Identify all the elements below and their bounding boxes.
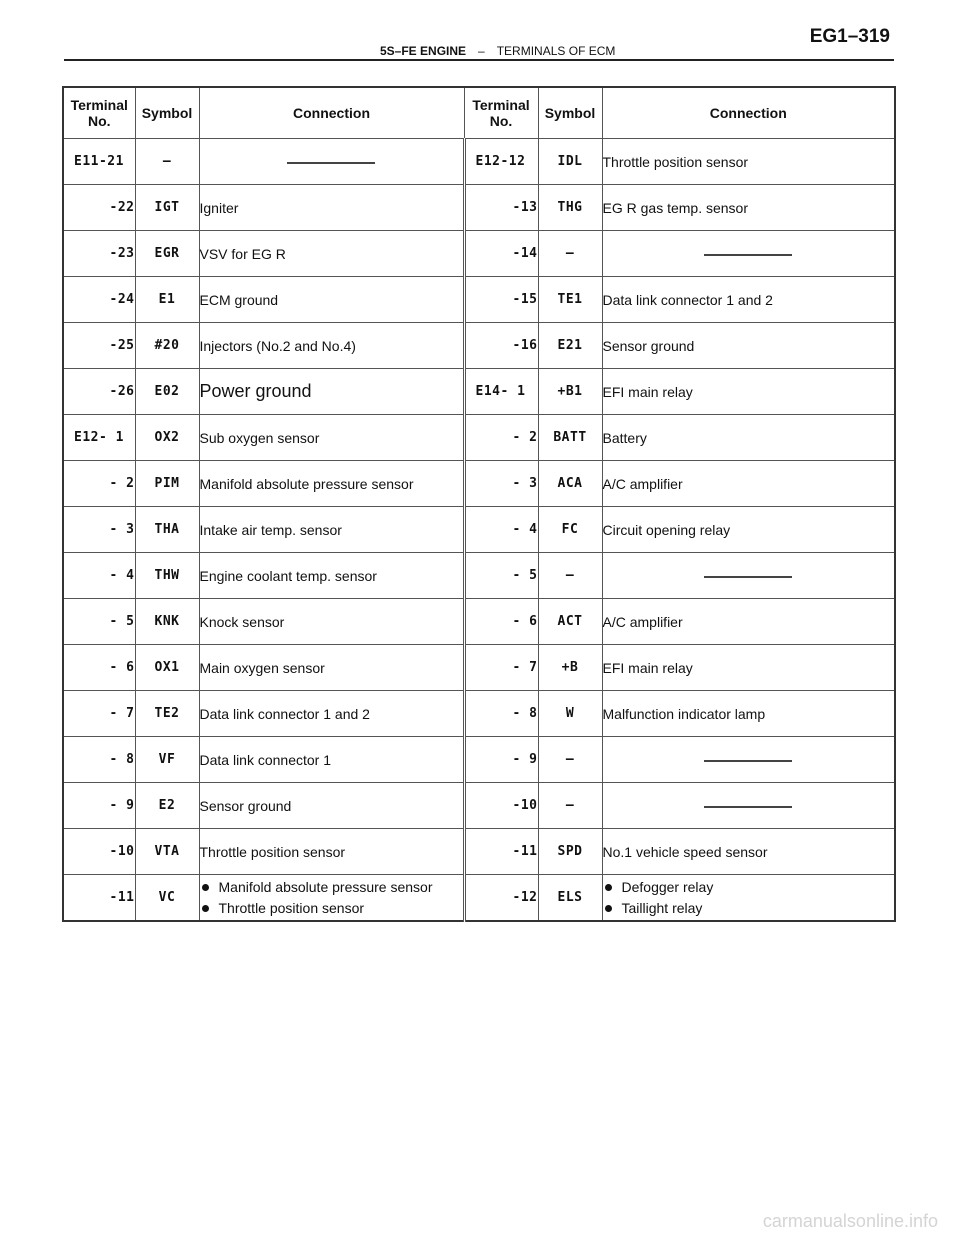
table-body — [63, 139, 895, 922]
table-row — [63, 829, 895, 875]
terminal-right: - 2 — [464, 415, 538, 461]
page-header — [64, 22, 894, 60]
table-row — [63, 139, 895, 185]
connection-right: EFI main relay — [602, 645, 895, 691]
symbol-left: EGR — [135, 231, 199, 277]
connection-right — [602, 553, 895, 599]
symbol-left: VF — [135, 737, 199, 783]
connection-right — [602, 231, 895, 277]
table-row — [63, 415, 895, 461]
terminal-left: E11-21 — [63, 139, 135, 185]
table-header-row — [63, 87, 895, 139]
symbol-right: TE1 — [538, 277, 602, 323]
bullet-icon — [605, 905, 612, 912]
table-row — [63, 369, 895, 415]
connection-left: Manifold absolute pressure sensor — [199, 461, 464, 507]
connection-right: A/C amplifier — [602, 599, 895, 645]
page-number: EG1–319 — [809, 26, 890, 47]
header-section-title — [380, 44, 615, 58]
terminal-right: - 5 — [464, 553, 538, 599]
header-rule — [64, 59, 894, 61]
blank-line — [704, 254, 792, 256]
table-row — [63, 277, 895, 323]
terminal-right: -15 — [464, 277, 538, 323]
terminal-left: -23 — [63, 231, 135, 277]
symbol-left: TE2 — [135, 691, 199, 737]
terminal-right: E12-12 — [464, 139, 538, 185]
symbol-right: – — [538, 737, 602, 783]
connection-left: VSV for EG R — [199, 231, 464, 277]
bullet-item: Defogger relay — [603, 877, 895, 898]
header-section: TERMINALS OF ECM — [496, 44, 616, 58]
connection-right: EFI main relay — [602, 369, 895, 415]
terminal-right: - 9 — [464, 737, 538, 783]
table-row — [63, 461, 895, 507]
bullet-icon — [202, 905, 209, 912]
terminal-right: - 6 — [464, 599, 538, 645]
connection-right: No.1 vehicle speed sensor — [602, 829, 895, 875]
table-row — [63, 645, 895, 691]
connection-right: Sensor ground — [602, 323, 895, 369]
connection-left — [199, 875, 464, 922]
terminal-right: -14 — [464, 231, 538, 277]
terminal-right: -13 — [464, 185, 538, 231]
symbol-left: KNK — [135, 599, 199, 645]
connection-right: Battery — [602, 415, 895, 461]
symbol-left: VC — [135, 875, 199, 922]
terminal-right: - 4 — [464, 507, 538, 553]
symbol-right: IDL — [538, 139, 602, 185]
table-row — [63, 691, 895, 737]
terminal-right: -11 — [464, 829, 538, 875]
table-row — [63, 737, 895, 783]
terminal-left: -11 — [63, 875, 135, 922]
terminal-left: - 6 — [63, 645, 135, 691]
terminal-right: -10 — [464, 783, 538, 829]
symbol-left: VTA — [135, 829, 199, 875]
col-connection: Connection — [199, 87, 464, 139]
terminal-left: -22 — [63, 185, 135, 231]
col-terminal-no-right: Terminal No. — [464, 87, 538, 139]
terminal-left: - 9 — [63, 783, 135, 829]
terminal-left: -10 — [63, 829, 135, 875]
symbol-left: IGT — [135, 185, 199, 231]
symbol-left: PIM — [135, 461, 199, 507]
connection-right: EG R gas temp. sensor — [602, 185, 895, 231]
symbol-right: – — [538, 231, 602, 277]
blank-line — [704, 576, 792, 578]
symbol-right: SPD — [538, 829, 602, 875]
terminal-left: -24 — [63, 277, 135, 323]
ecm-terminal-table — [62, 86, 896, 922]
symbol-left: THA — [135, 507, 199, 553]
table-row — [63, 599, 895, 645]
terminal-right: -16 — [464, 323, 538, 369]
terminal-left: - 8 — [63, 737, 135, 783]
symbol-right: ELS — [538, 875, 602, 922]
blank-line — [287, 162, 375, 164]
blank-line — [704, 760, 792, 762]
col-connection-right: Connection — [602, 87, 895, 139]
blank-line — [704, 806, 792, 808]
connection-left: Sub oxygen sensor — [199, 415, 464, 461]
table-row — [63, 783, 895, 829]
header-separator: – — [478, 44, 485, 58]
table-row — [63, 507, 895, 553]
connection-right — [602, 875, 895, 922]
terminal-right: -12 — [464, 875, 538, 922]
symbol-left: – — [135, 139, 199, 185]
col-terminal-no: Terminal No. — [63, 87, 135, 139]
connection-left: ECM ground — [199, 277, 464, 323]
connection-left: Data link connector 1 — [199, 737, 464, 783]
connection-left: Igniter — [199, 185, 464, 231]
symbol-right: BATT — [538, 415, 602, 461]
terminal-left: - 3 — [63, 507, 135, 553]
connection-left: Data link connector 1 and 2 — [199, 691, 464, 737]
watermark: carmanualsonline.info — [762, 1211, 938, 1231]
symbol-left: E1 — [135, 277, 199, 323]
symbol-left: #20 — [135, 323, 199, 369]
connection-right: Throttle position sensor — [602, 139, 895, 185]
bullet-item: Taillight relay — [603, 898, 895, 919]
bullet-icon — [202, 884, 209, 891]
bullet-item: Throttle position sensor — [200, 898, 463, 919]
connection-right: Malfunction indicator lamp — [602, 691, 895, 737]
connection-left — [199, 139, 464, 185]
terminal-right: - 3 — [464, 461, 538, 507]
col-symbol-right: Symbol — [538, 87, 602, 139]
terminal-left: - 2 — [63, 461, 135, 507]
table-row — [63, 231, 895, 277]
connection-right: Data link connector 1 and 2 — [602, 277, 895, 323]
symbol-right: – — [538, 783, 602, 829]
terminal-right: E14- 1 — [464, 369, 538, 415]
symbol-left: OX2 — [135, 415, 199, 461]
header-engine: 5S–FE ENGINE — [380, 44, 467, 58]
connection-left: Throttle position sensor — [199, 829, 464, 875]
connection-right — [602, 783, 895, 829]
connection-left: Engine coolant temp. sensor — [199, 553, 464, 599]
terminal-left: -26 — [63, 369, 135, 415]
terminal-left: - 4 — [63, 553, 135, 599]
connection-left: Intake air temp. sensor — [199, 507, 464, 553]
connection-right — [602, 737, 895, 783]
connection-left: Sensor ground — [199, 783, 464, 829]
table-row — [63, 185, 895, 231]
connection-left: Main oxygen sensor — [199, 645, 464, 691]
connection-left: Injectors (No.2 and No.4) — [199, 323, 464, 369]
symbol-left: THW — [135, 553, 199, 599]
symbol-right: ACA — [538, 461, 602, 507]
connection-right: A/C amplifier — [602, 461, 895, 507]
table-row — [63, 323, 895, 369]
symbol-right: +B — [538, 645, 602, 691]
terminal-left: E12- 1 — [63, 415, 135, 461]
symbol-left: E2 — [135, 783, 199, 829]
table-row — [63, 553, 895, 599]
symbol-right: FC — [538, 507, 602, 553]
connection-right: Circuit opening relay — [602, 507, 895, 553]
symbol-right: – — [538, 553, 602, 599]
connection-left: Knock sensor — [199, 599, 464, 645]
bullet-item: Manifold absolute pressure sensor — [200, 877, 463, 898]
terminal-left: -25 — [63, 323, 135, 369]
connection-left: Power ground — [199, 369, 464, 415]
symbol-right: +B1 — [538, 369, 602, 415]
symbol-right: W — [538, 691, 602, 737]
symbol-right: THG — [538, 185, 602, 231]
symbol-left: E02 — [135, 369, 199, 415]
terminal-right: - 7 — [464, 645, 538, 691]
col-symbol: Symbol — [135, 87, 199, 139]
terminal-right: - 8 — [464, 691, 538, 737]
terminal-left: - 5 — [63, 599, 135, 645]
symbol-right: E21 — [538, 323, 602, 369]
terminal-left: - 7 — [63, 691, 135, 737]
symbol-left: OX1 — [135, 645, 199, 691]
table-row-last — [63, 875, 895, 922]
bullet-icon — [605, 884, 612, 891]
symbol-right: ACT — [538, 599, 602, 645]
